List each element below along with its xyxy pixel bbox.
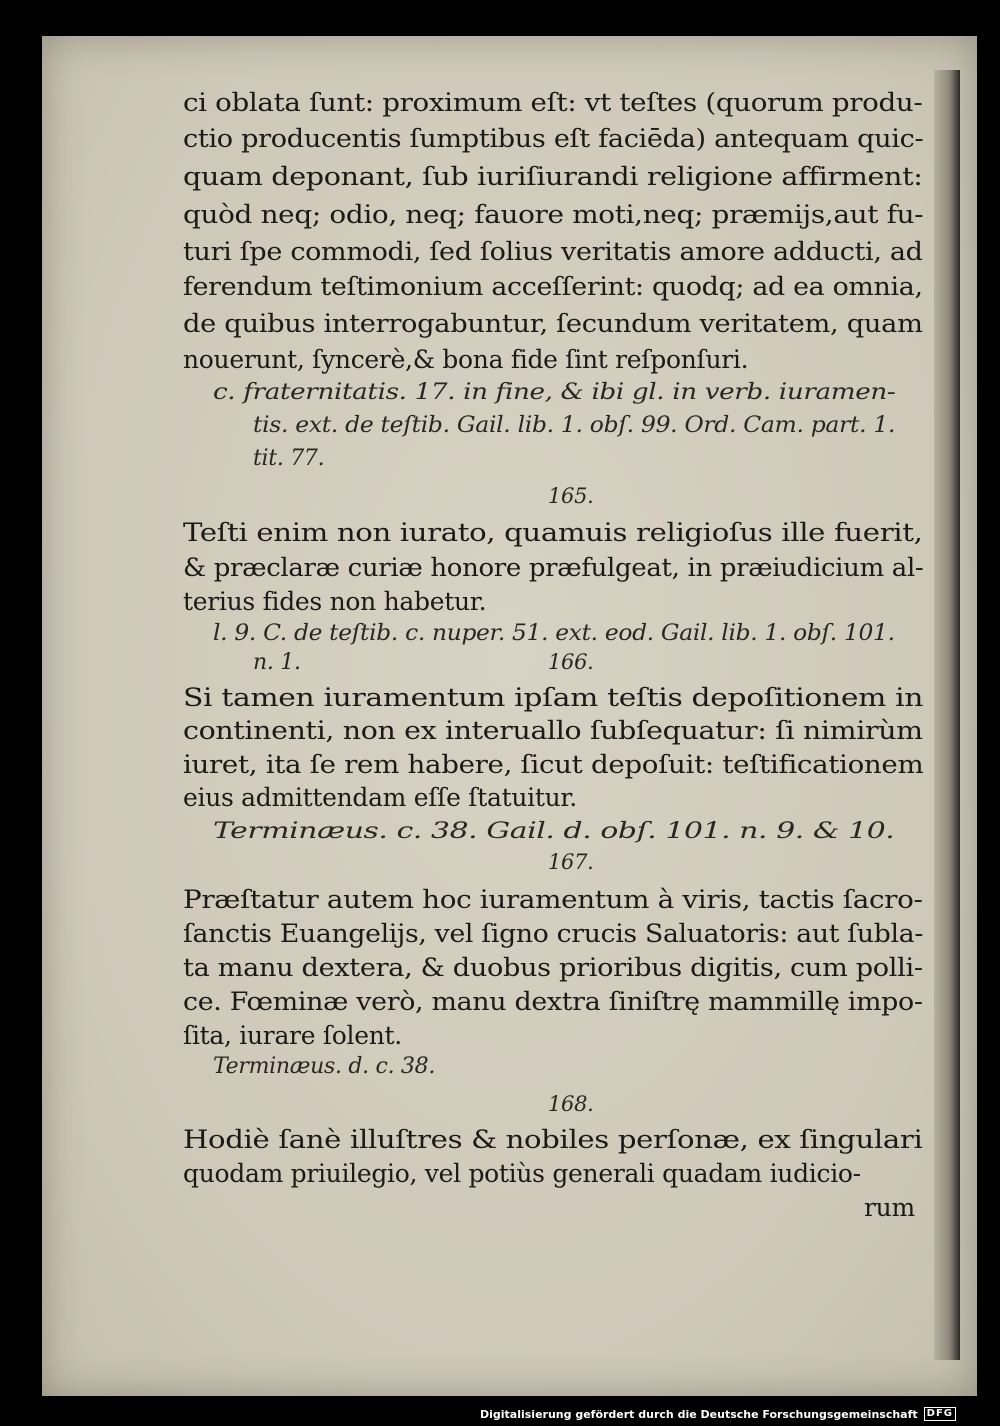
citation-line: c. fraternitatis. 17. in fine, & ibi gl. in verb. iuramen- <box>213 380 896 405</box>
body-line: iuret, ita ſe rem habere, ſicut depoſuit: teſtificationem <box>183 750 924 779</box>
body-line: ta manu dextera, & duobus prioribus digitis, cum polli- <box>183 953 923 982</box>
citation-line: Terminæus. d. c. 38. <box>213 1054 436 1079</box>
body-line: ce. Fœminæ verò, manu dextra ſiniſtrę mammillę impo- <box>183 987 923 1016</box>
body-line: Teſti enim non iurato, quamuis religioſus ille fuerit, <box>183 518 923 547</box>
body-line: eius admittendam eſſe ſtatuitur. <box>183 783 577 812</box>
section-number: 165. <box>548 484 594 508</box>
body-line: ctio producentis ſumptibus eſt faciēda) antequam quic- <box>183 124 924 153</box>
body-line: quodam priuilegio, vel potiùs generali quadam iudicio- <box>183 1159 861 1188</box>
body-line: turi ſpe commodi, ſed ſolius veritatis amore adducti, ad <box>183 237 923 266</box>
body-line: quam deponant, ſub iuriſiurandi religione affirment: <box>183 162 923 191</box>
body-line: ſanctis Euangelijs, vel ſigno crucis Saluatoris: aut ſubla- <box>183 919 924 948</box>
citation-line: Terminæus. c. 38. Gail. d. obſ. 101. n. 9. & 10. <box>213 819 895 844</box>
section-number: 166. <box>548 650 594 674</box>
book-page <box>42 36 977 1396</box>
body-line: ſita, iurare ſolent. <box>183 1021 402 1050</box>
body-line: Hodiè ſanè illuſtres & nobiles perſonæ, ex ſingulari <box>183 1125 923 1154</box>
body-line: nouerunt, ſyncerè,& bona fide ſint reſponſuri. <box>183 345 749 374</box>
catchword: rum <box>864 1193 915 1222</box>
body-line: Præſtatur autem hoc iuramentum à viris, tactis ſacro- <box>183 885 923 914</box>
footer <box>480 1406 956 1422</box>
body-line: ferendum teſtimonium acceſſerint: quodq; ad ea omnia, <box>183 272 923 301</box>
body-line: continenti, non ex interuallo ſubſequatur: ſi nimirùm <box>183 716 923 745</box>
body-line: Si tamen iuramentum ipſam teſtis depoſitionem in <box>183 683 924 712</box>
body-line: de quibus interrogabuntur, ſecundum veritatem, quam <box>183 309 923 338</box>
body-line: quòd neq; odio, neq; fauore moti,neq; præmijs,aut fu- <box>183 200 924 229</box>
section-number: 167. <box>548 850 594 874</box>
body-line: terius fides non habetur. <box>183 587 487 616</box>
dfg-logo: DFG <box>924 1407 956 1421</box>
page-edge <box>934 70 960 1360</box>
body-line: & præclaræ curiæ honore præfulgeat, in præiudicium al- <box>183 553 924 582</box>
section-number: 168. <box>548 1092 594 1116</box>
citation-line: n. 1. <box>253 650 301 675</box>
citation-line: l. 9. C. de teſtib. c. nuper. 51. ext. eod. Gail. lib. 1. obſ. 101. <box>213 621 895 646</box>
footer-credit: Digitalisierung gefördert durch die Deutsche Forschungsgemeinschaft <box>479 1407 918 1421</box>
body-line: ci oblata ſunt: proximum eſt: vt teſtes (quorum produ- <box>183 88 923 117</box>
citation-line: tis. ext. de teſtib. Gail. lib. 1. obſ. 99. Ord. Cam. part. 1. <box>253 413 896 438</box>
citation-line: tit. 77. <box>253 446 325 471</box>
